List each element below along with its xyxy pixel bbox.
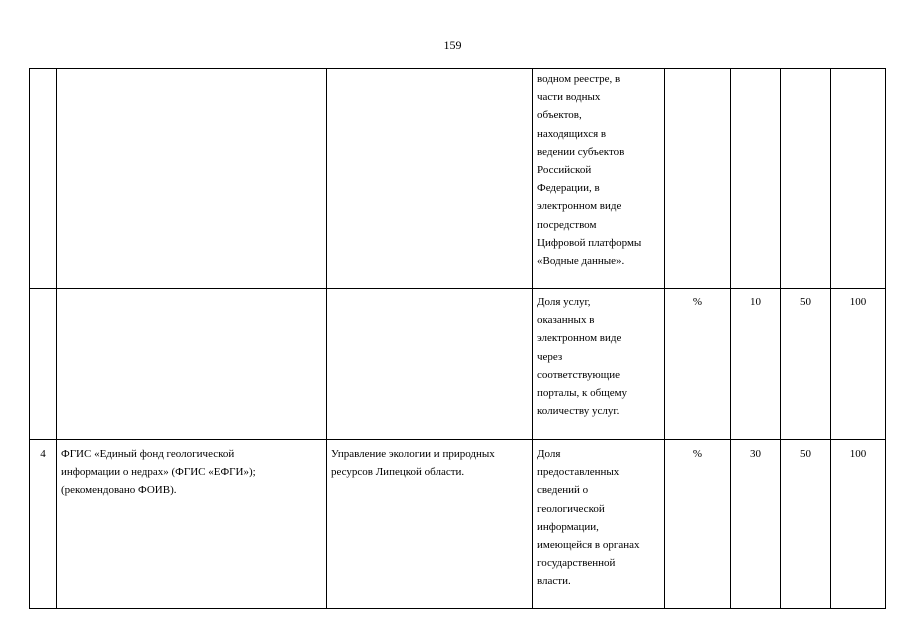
indicator-text: водном реестре, в части водных объектов, находящихся в ведении субъектов Российской Федерации, в электронном виде посредством Цифровой платформы «Водные данные».: [537, 73, 642, 268]
table-row-continuation: [30, 69, 886, 289]
value-3-cell: 100: [831, 289, 886, 440]
responsible-cell: [327, 440, 533, 609]
page-number: 159: [443, 38, 462, 52]
value-2-cell: 50: [781, 289, 831, 440]
system-name-cell: [57, 69, 327, 289]
responsible-cell: [327, 289, 533, 440]
table-row-services: [30, 289, 886, 440]
value-1-cell: 10: [731, 289, 781, 440]
indicator-text: Доля предоставленных сведений о геологической информации, имеющейся в органах государственной власти.: [537, 448, 640, 588]
responsible-text: Управление экологии и природных ресурсов Липецкой области.: [331, 448, 495, 479]
system-name-cell: [57, 289, 327, 440]
unit-cell: [665, 69, 731, 289]
value-2-cell: [781, 69, 831, 289]
index-cell: [30, 69, 57, 289]
value-3-cell: [831, 69, 886, 289]
value-2-cell: 50: [781, 440, 831, 609]
system-name-cell: [57, 440, 327, 609]
indicator-text: Доля услуг, оказанных в электронном виде через соответствующие порталы, к общему количеству услуг.: [537, 296, 628, 418]
unit-cell: %: [665, 440, 731, 609]
responsible-cell: [327, 69, 533, 289]
value-1-cell: 30: [731, 440, 781, 609]
table-row-4: [30, 440, 886, 609]
system-name-text: ФГИС «Единый фонд геологической информации о недрах» (ФГИС «ЕФГИ»); (рекомендовано ФОИВ).: [61, 448, 256, 497]
indicator-cell: [533, 289, 665, 440]
indicator-cell: [533, 440, 665, 609]
unit-cell: %: [665, 289, 731, 440]
value-1-cell: [731, 69, 781, 289]
value-3-cell: 100: [831, 440, 886, 609]
indicator-cell: [533, 69, 665, 289]
index-cell: [30, 289, 57, 440]
indicators-table: [29, 68, 886, 609]
index-cell: 4: [30, 440, 57, 609]
